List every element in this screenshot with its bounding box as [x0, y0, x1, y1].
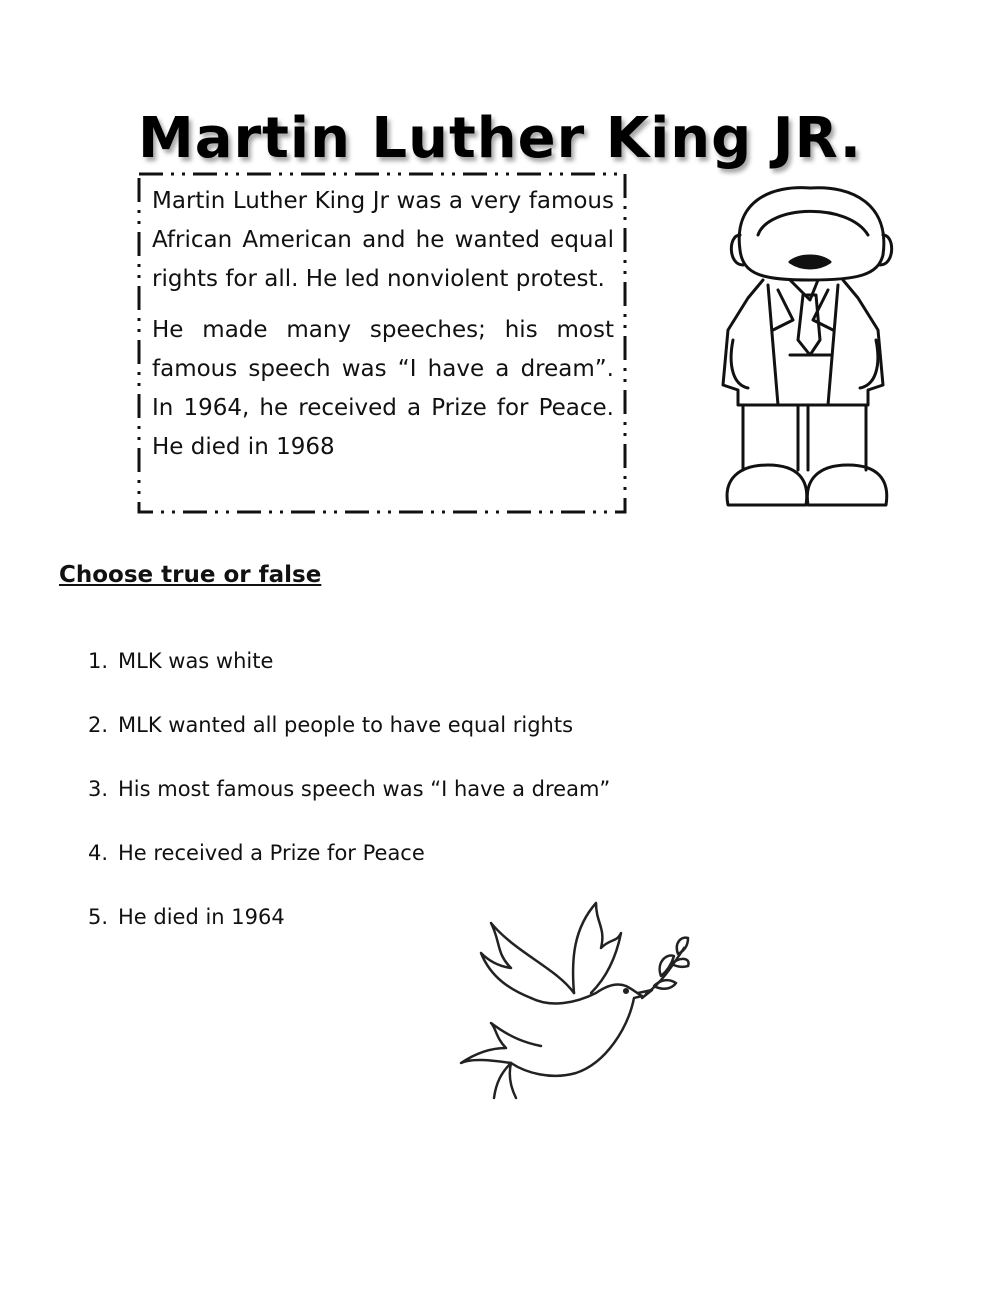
- passage-box: [137, 172, 627, 514]
- question-item: [88, 710, 610, 774]
- question-text: He received a Prize for Peace: [118, 841, 425, 865]
- instruction-heading: Choose true or false: [59, 562, 322, 588]
- page-title: Martin Luther King JR.: [137, 105, 863, 171]
- passage-paragraph-2: He made many speeches; his most famous speech was “I have a dream”. In 1964, he received a Prize for Peace. He died in 1968: [152, 317, 614, 460]
- question-number: 2.: [88, 713, 109, 737]
- question-item: [88, 774, 610, 838]
- question-number: 5.: [88, 905, 109, 929]
- question-text: MLK wanted all people to have equal rights: [118, 713, 574, 737]
- question-text: He died in 1964: [118, 905, 285, 929]
- question-number: 1.: [88, 649, 109, 673]
- question-number: 3.: [88, 777, 109, 801]
- question-text: MLK was white: [118, 649, 274, 673]
- mlk-cartoon-icon: [718, 180, 903, 515]
- question-item: [88, 838, 610, 902]
- question-text: His most famous speech was “I have a dream”: [118, 777, 611, 801]
- peace-dove-icon: [456, 898, 696, 1108]
- question-number: 4.: [88, 841, 109, 865]
- passage-paragraph-1: Martin Luther King Jr was a very famous African American and he wanted equal rights for all. He led nonviolent protest.: [152, 188, 614, 292]
- question-item: [88, 646, 610, 710]
